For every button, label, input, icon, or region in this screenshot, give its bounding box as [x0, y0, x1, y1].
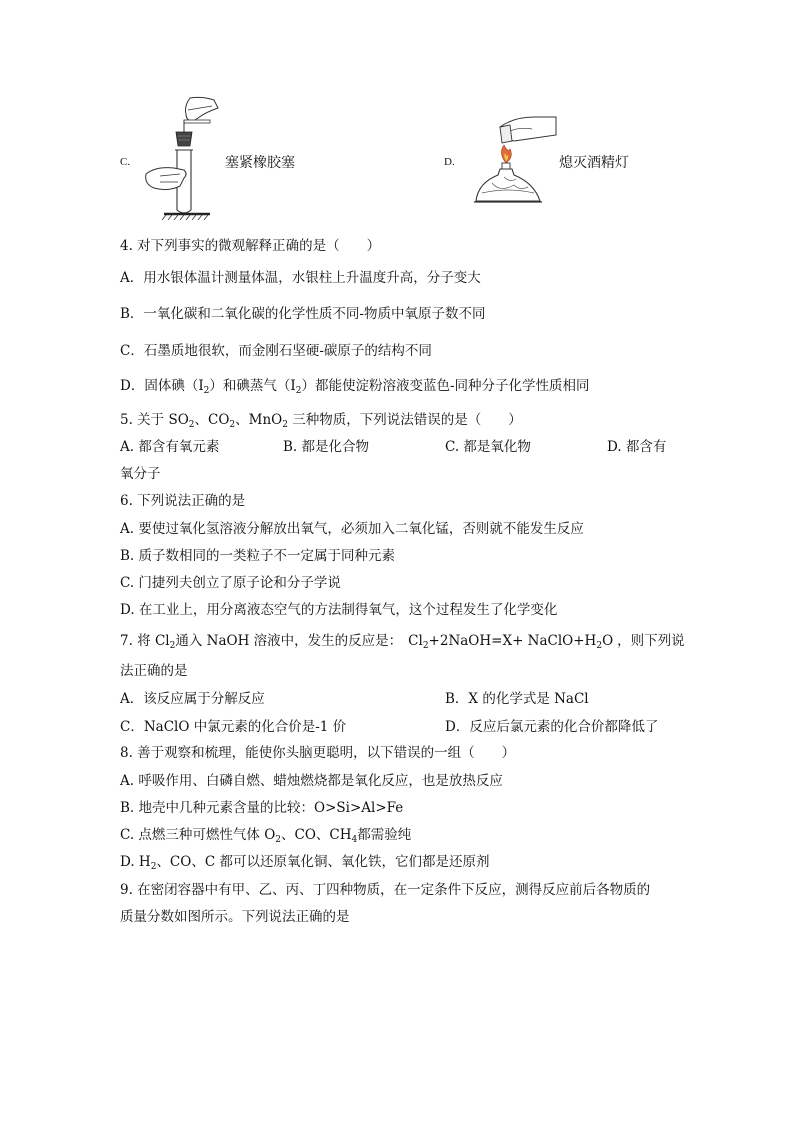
q8-option-b: B. 地壳中几种元素含量的比较：O>Si>Al>Fe — [120, 800, 404, 816]
rubber-stopper-test-tube-figure — [140, 96, 224, 220]
q7-option-c: C．NaClO 中氯元素的化合价是-1 价 — [120, 719, 347, 735]
q5-option-b: B. 都是化合物 — [283, 439, 370, 455]
q9-stem-line1: 9. 在密闭容器中有甲、乙、丙、丁四种物质，在一定条件下反应，测得反应前后各物质的 — [120, 882, 651, 898]
q6-option-b: B. 质子数相同的一类粒子不一定属于同种元素 — [120, 548, 396, 564]
q6-option-a: A. 要使过氧化氢溶液分解放出氧气，必须加入二氧化锰，否则就不能发生反应 — [120, 521, 584, 537]
q5-option-d-continued: 氧分子 — [120, 466, 161, 482]
q7-option-b: B．X 的化学式是 NaCl — [445, 691, 589, 707]
q5-stem: 5. 关于 $SO_2$、$CO_2$、MnO$_2$ 三种物质，下列说法错误的是（ ） — [120, 412, 522, 430]
q4-option-c: C．石墨质地很软，而金刚石坚硬-碳原子的结构不同 — [120, 343, 432, 359]
q5-option-a: A. 都含有氧元素 — [120, 439, 220, 455]
q3-option-d-caption: 熄灭酒精灯 — [559, 155, 629, 171]
q4-option-b: B．一氧化碳和二氧化碳的化学性质不同-物质中氧原子数不同 — [120, 306, 486, 322]
q8-option-c: C. 点燃三种可燃性气体 $O_2$、CO、$CH_4$都需验纯 — [120, 827, 412, 845]
q4-option-d: D．固体碘$(I_2)$和碘蒸气$(I_2)$都能使淀粉溶液变蓝色-同种分子化学性质相同 — [120, 378, 590, 396]
q8-option-a: A. 呼吸作用、白磷自燃、蜡烛燃烧都是氧化反应，也是放热反应 — [120, 773, 503, 789]
q3-option-c-caption: 塞紧橡胶塞 — [225, 155, 295, 171]
q5-option-d: D. 都含有 — [607, 439, 667, 455]
q7-equation: $Cl_2+2NaOH=X+$ $NaClO+H_2O$ — [408, 633, 614, 651]
q9-stem-line2: 质量分数如图所示。下列说法正确的是 — [120, 909, 350, 925]
q7-stem-line2: 法正确的是 — [120, 663, 188, 679]
alcohol-lamp-figure — [470, 113, 560, 209]
q7-stem: 7. 将 $Cl_2$通入 NaOH 溶液中，发生的反应是： $Cl_2+2NaOH=X+$ $NaClO+H_2O$ ，则下列说 — [120, 633, 685, 651]
q3-option-c-label: C. — [120, 156, 131, 168]
q4-option-a: A．用水银体温计测量体温，水银柱上升温度升高，分子变大 — [120, 270, 481, 286]
q5-option-c: C. 都是氧化物 — [445, 439, 531, 455]
q8-option-d: D. $H_2$、CO、C 都可以还原氧化铜、氧化铁，它们都是还原剂 — [120, 854, 490, 872]
q3-option-d-label: D. — [444, 156, 455, 168]
q4-stem: 4. 对下列事实的微观解释正确的是（ ） — [120, 238, 381, 254]
q6-option-c: C. 门捷列夫创立了原子论和分子学说 — [120, 575, 341, 591]
q6-stem: 6. 下列说法正确的是 — [120, 493, 246, 509]
q8-stem: 8. 善于观察和梳理，能使你头脑更聪明，以下错误的一组（ ） — [120, 745, 516, 761]
q7-option-d: D．反应后氯元素的化合价都降低了 — [445, 719, 659, 735]
q6-option-d: D. 在工业上，用分离液态空气的方法制得氧气，这个过程发生了化学变化 — [120, 602, 558, 618]
q7-option-a: A．该反应属于分解反应 — [120, 691, 265, 707]
